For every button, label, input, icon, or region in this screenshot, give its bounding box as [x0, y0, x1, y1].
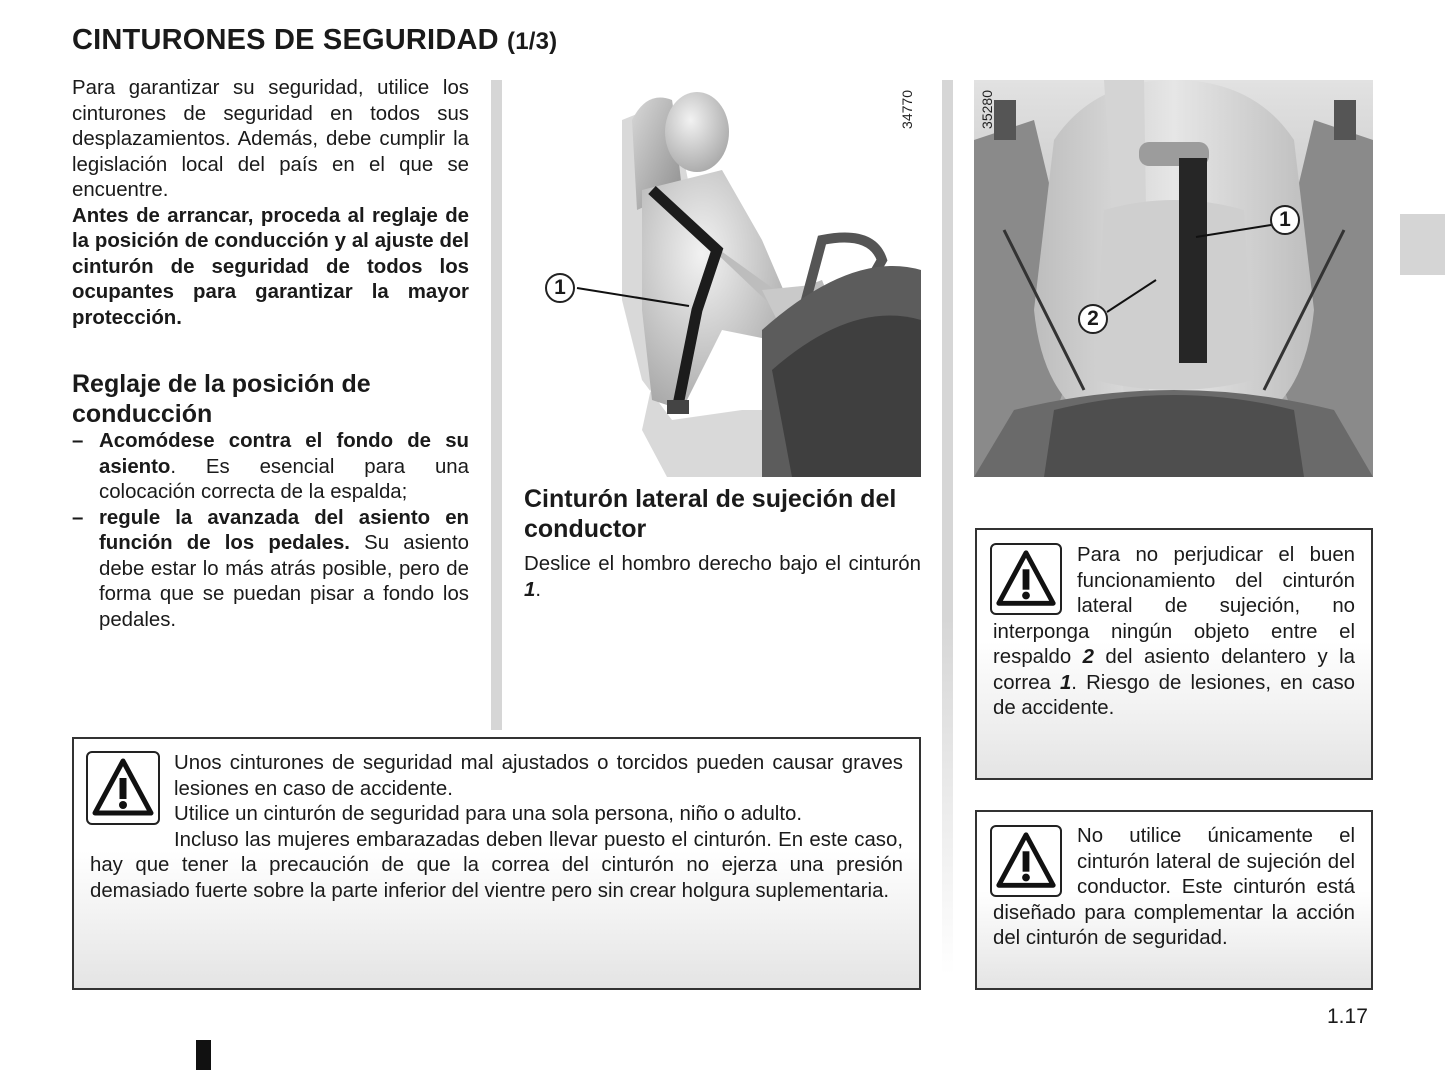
callout-seat-1: 1	[1270, 205, 1300, 235]
warning-icon	[990, 543, 1062, 615]
lateral-belt-section	[524, 484, 921, 603]
warning-main-line3: Incluso las mujeres embarazadas deben llevar puesto el cinturón. En este caso, hay que tener la precaución de que la correa del cinturón no ejerza una presión demasiado fuerte sobre la parte inferior del vientre pero sin crear holgura suplementaria.	[90, 828, 903, 902]
list-item-text: . Es esencial para una colocación correcta de la espalda;	[99, 455, 469, 503]
list-item	[72, 506, 469, 634]
list-item	[72, 429, 469, 506]
list-dash: –	[72, 430, 84, 452]
warning-right1-part2: del asiento delantero y la correa	[993, 646, 1355, 694]
column-divider-left	[491, 80, 502, 730]
figure2-ref: 35280	[979, 90, 995, 129]
section-heading-lateral: Cinturón lateral de sujeción del conductor	[524, 485, 897, 543]
figure-seat-rear	[974, 80, 1373, 477]
left-column	[72, 76, 469, 633]
warning-icon	[86, 751, 160, 825]
list-item-text: Su asiento debe estar lo más atrás posible, pero de forma que se puedan pisar a fondo los pedales.	[99, 532, 469, 631]
warning-main-line1: Unos cinturones de seguridad mal ajustados o torcidos pueden causar graves lesiones en caso de accidente.	[174, 752, 903, 800]
warning-box-main	[72, 737, 921, 990]
warning-right1-ref2: 1	[1059, 671, 1072, 694]
warning-main-line2: Utilice un cinturón de seguridad para una sola persona, niño o adulto.	[174, 803, 802, 825]
intro-paragraph: Para garantizar su seguridad, utilice los cinturones de seguridad en todos sus desplazamientos. Además, debe cumplir la legislación local del país en el que se encuentre.	[72, 77, 469, 201]
lateral-text-before: Deslice el hombro derecho bajo el cinturón	[524, 553, 921, 575]
page-number: 1.17	[1327, 1005, 1368, 1028]
crop-mark	[196, 1040, 211, 1070]
lateral-belt-text	[524, 552, 921, 603]
figure-driver-belt	[522, 80, 921, 477]
page-title	[72, 24, 557, 57]
warning-box-right-1	[975, 528, 1373, 780]
warning-right2-body: No utilice únicamente el cinturón lateral de sujeción del conductor. Este cinturón está diseñado para complementar la acción del cinturón de seguridad.	[993, 825, 1355, 949]
callout-line-1	[522, 80, 921, 477]
title-main: CINTURONES DE SEGURIDAD	[72, 24, 499, 56]
intro-bold-paragraph: Antes de arrancar, proceda al reglaje de la posición de conducción y al ajuste del cinturón de seguridad de todos los ocupantes para garantizar la mayor protección.	[72, 204, 469, 329]
list-item-bold: regule la avanzada del asiento en función de los pedales.	[99, 506, 469, 554]
lateral-text-after: .	[535, 578, 542, 601]
callout-1: 1	[545, 273, 575, 303]
warning-box-right-2	[975, 810, 1373, 990]
lateral-ref: 1	[524, 578, 536, 601]
position-list	[72, 429, 469, 633]
section-heading-position: Reglaje de la posición de conducción	[72, 370, 371, 428]
list-item-bold: Acomódese contra el fondo de su asiento	[99, 430, 469, 478]
warning-icon	[990, 825, 1062, 897]
warning-right1-part1: Para no perjudicar el buen funcionamiento del cinturón lateral de sujeción, no interponga ningún objeto entre el respaldo	[993, 544, 1355, 668]
callout-seat-2: 2	[1078, 304, 1108, 334]
section-tab	[1400, 214, 1445, 275]
list-dash: –	[72, 506, 84, 529]
warning-right1-part3: . Riesgo de lesiones, en caso de accidente.	[993, 671, 1355, 719]
figure1-ref: 34770	[899, 90, 915, 129]
title-subtitle: (1/3)	[507, 28, 558, 55]
warning-right1-ref1: 2	[1082, 646, 1094, 668]
column-divider-right	[942, 80, 953, 975]
callout-lines-2	[974, 80, 1373, 477]
